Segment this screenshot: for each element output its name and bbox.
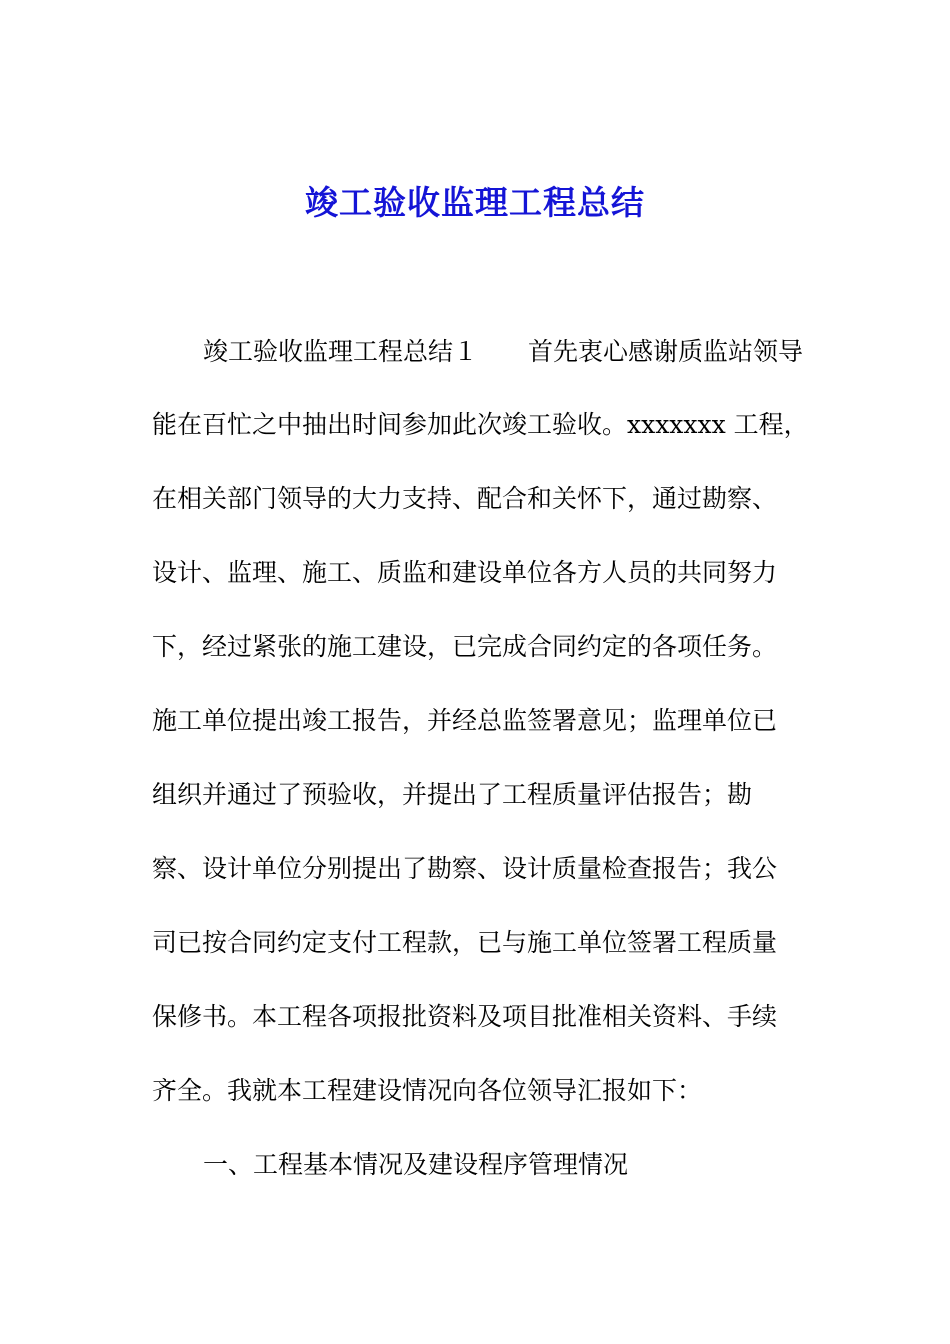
section-heading-1: 一、工程基本情况及建设程序管理情况: [203, 1150, 629, 1179]
paragraph-line-2: 能在百忙之中抽出时间参加此次竣工验收。xxxxxxx 工程，: [152, 410, 809, 439]
paragraph-line-1: 竣工验收监理工程总结１ 首先衷心感谢质监站领导: [203, 337, 804, 366]
paragraph-line-9: 司已按合同约定支付工程款，已与施工单位签署工程质量: [152, 928, 778, 957]
paragraph-line-7: 组织并通过了预验收，并提出了工程质量评估报告；勘: [152, 780, 753, 809]
paragraph-line-3: 在相关部门领导的大力支持、配合和关怀下，通过勘察、: [152, 484, 778, 513]
paragraph-line-8: 察、设计单位分别提出了勘察、设计质量检查报告；我公: [152, 854, 778, 883]
document-title: 竣工验收监理工程总结: [305, 183, 645, 222]
paragraph-line-6: 施工单位提出竣工报告，并经总监签署意见；监理单位已: [152, 706, 778, 735]
paragraph-line-10: 保修书。本工程各项报批资料及项目批准相关资料、手续: [152, 1002, 778, 1031]
paragraph-line-5: 下，经过紧张的施工建设，已完成合同约定的各项任务。: [152, 632, 778, 661]
paragraph-line-4: 设计、监理、施工、质监和建设单位各方人员的共同努力: [152, 558, 778, 587]
paragraph-line-11: 齐全。我就本工程建设情况向各位领导汇报如下：: [152, 1076, 703, 1105]
